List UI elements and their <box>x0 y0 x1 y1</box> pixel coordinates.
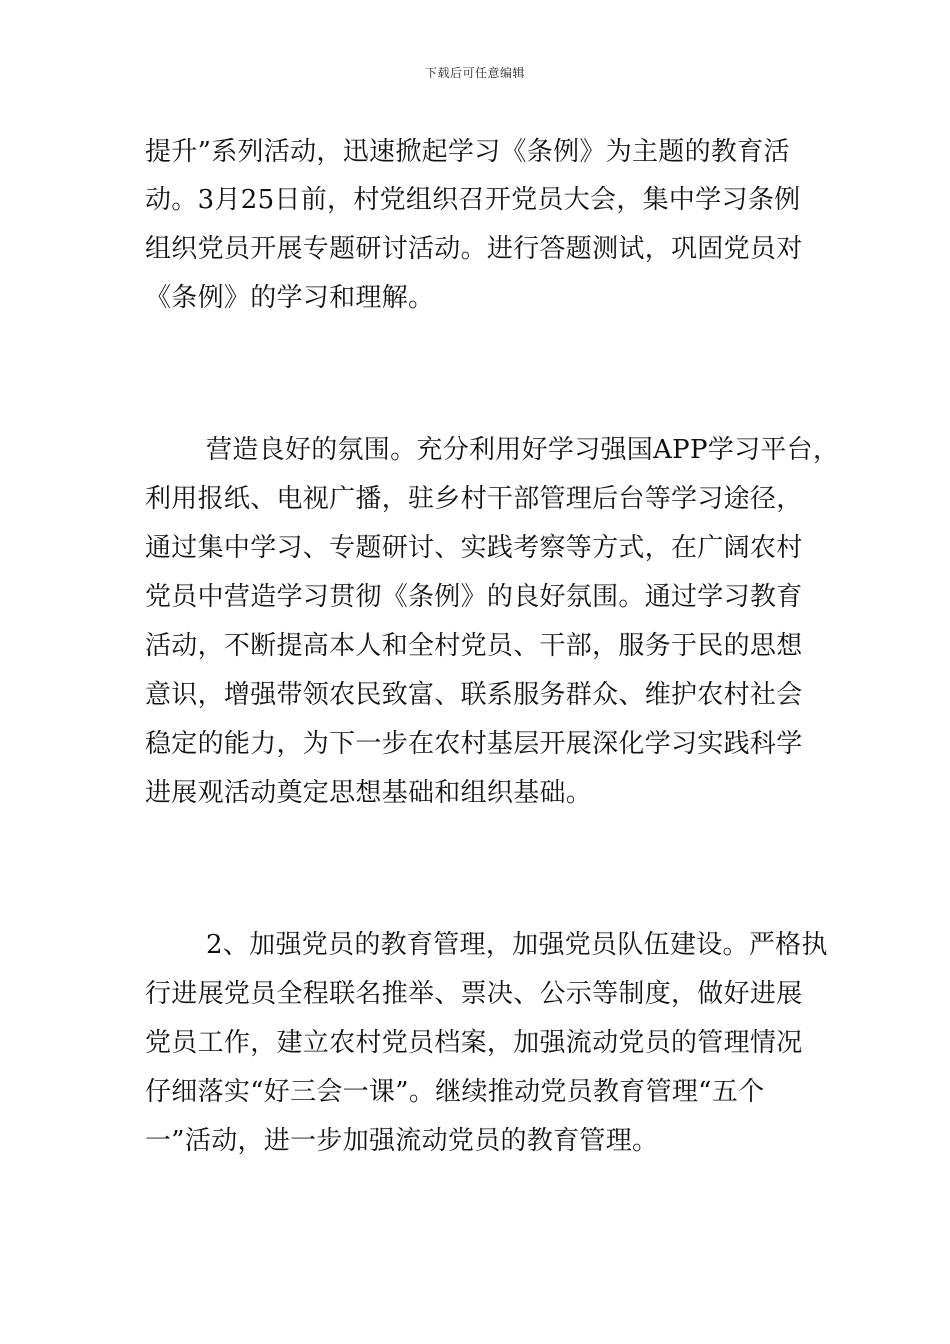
paragraph-2-line-7: 稳定的能力，为下一步在农村基层开展深化学习实践科学 <box>145 729 803 759</box>
paragraph-2-line-6: 意识，增强带领农民致富、联系服务群众、维护农村社会 <box>145 680 803 710</box>
paragraph-1-line-1: 提升”系列活动，迅速掀起学习《条例》为主题的教育活 <box>145 137 790 167</box>
paragraph-3-line-3: 党员工作，建立农村党员档案，加强流动党员的管理情况 <box>145 1028 803 1058</box>
paragraph-3-line-2: 行进展党员全程联名推举、票决、公示等制度，做好进展 <box>145 979 803 1009</box>
paragraph-2-line-8: 进展观活动奠定思想基础和组织基础。 <box>145 778 593 808</box>
paragraph-1-line-3: 组织党员开展专题研讨活动。进行答题测试，巩固党员对 <box>145 234 803 264</box>
paragraph-1-line-2: 动。3月25日前，村党组织召开党员大会，集中学习条例 <box>145 185 801 215</box>
paragraph-1-line-4: 《条例》的学习和理解。 <box>145 283 435 313</box>
paragraph-2-line-4: 党员中营造学习贯彻《条例》的良好氛围。通过学习教育 <box>145 582 803 612</box>
page-header: 下载后可任意编辑 <box>424 66 525 80</box>
paragraph-3-line-4: 仔细落实“好三会一课”。继续推动党员教育管理“五个 <box>145 1077 765 1107</box>
paragraph-2-line-2: 利用报纸、电视广播，驻乡村干部管理后台等学习途径， <box>145 484 803 514</box>
paragraph-2-line-1: 营造良好的氛围。充分利用好学习强国APP学习平台， <box>206 435 840 465</box>
paragraph-2-line-5: 活动，不断提高本人和全村党员、干部，服务于民的思想 <box>145 631 803 661</box>
paragraph-3-line-5: 一”活动，进一步加强流动党员的教育管理。 <box>145 1126 659 1156</box>
paragraph-2-line-3: 通过集中学习、专题研讨、实践考察等方式，在广阔农村 <box>145 533 803 563</box>
paragraph-3-line-1: 2、加强党员的教育管理，加强党员队伍建设。严格执 <box>206 930 828 960</box>
